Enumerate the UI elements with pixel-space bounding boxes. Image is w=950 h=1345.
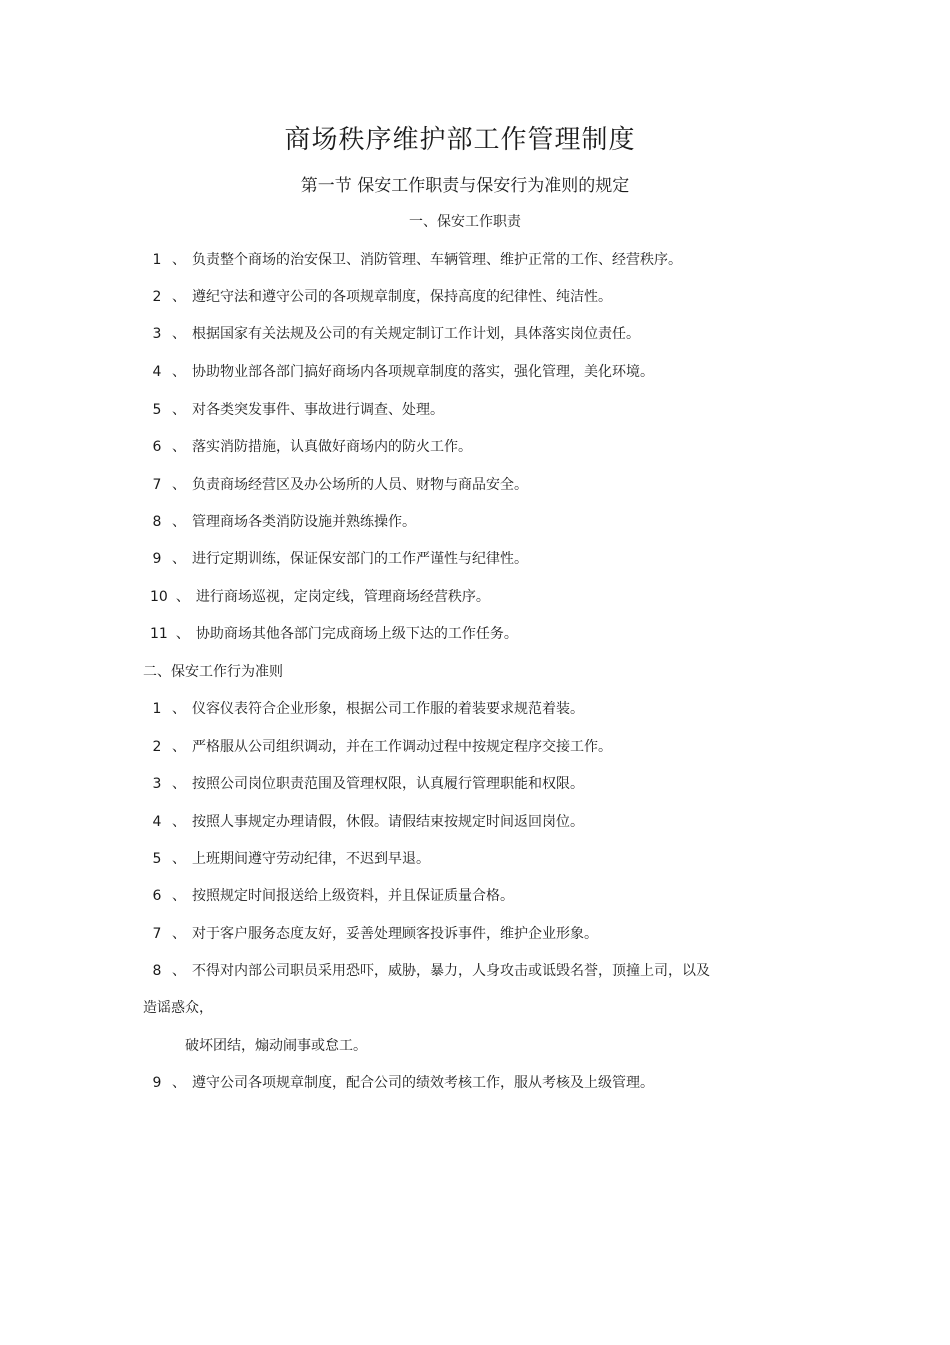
item-number: 1: [152, 252, 162, 268]
item-number: 8: [152, 514, 162, 530]
item-number: 3: [152, 326, 162, 342]
list-item: [150, 323, 640, 345]
list-item: [150, 361, 654, 383]
list-item: [150, 548, 528, 570]
item-number: 6: [152, 439, 162, 455]
item-text: 遵纪守法和遵守公司的各项规章制度，保持高度的纪律性、纯洁性。: [192, 289, 612, 305]
list-item: [150, 474, 528, 496]
item-text: 负责整个商场的治安保卫、消防管理、车辆管理、维护正常的工作、经营秩序。: [192, 252, 682, 268]
item-text: 上班期间遵守劳动纪律，不迟到早退。: [192, 851, 430, 867]
item-separator: 、: [172, 888, 186, 904]
part1-heading: 一、保安工作职责: [409, 214, 521, 230]
part2-heading: 二、保安工作行为准则: [143, 664, 283, 680]
item-number: 11: [150, 626, 168, 642]
item-separator: 、: [172, 739, 186, 755]
item-text: 进行商场巡视，定岗定线，管理商场经营秩序。: [195, 589, 490, 605]
item-separator: 、: [172, 364, 186, 380]
item-number: 2: [152, 289, 162, 305]
item-text: 不得对内部公司职员采用恐吓，威胁，暴力，人身攻击或诋毁名誉，顶撞上司，以及: [192, 963, 710, 979]
item-separator: 、: [172, 252, 186, 268]
item-separator: 、: [172, 1075, 186, 1091]
item-text: 对各类突发事件、事故进行调查、处理。: [192, 402, 444, 418]
item-number: 4: [152, 364, 162, 380]
list-item: [150, 960, 710, 982]
list-item: [150, 399, 444, 421]
item-text: 根据国家有关法规及公司的有关规定制订工作计划，具体落实岗位责任。: [192, 326, 640, 342]
item-separator: 、: [172, 851, 186, 867]
item-number: 10: [150, 589, 168, 605]
item-separator: 、: [172, 289, 186, 305]
item-separator: 、: [172, 477, 186, 493]
list-item: [150, 811, 584, 833]
item-separator: 、: [172, 814, 186, 830]
item-continuation: 造谣惑众，: [143, 1000, 213, 1016]
item-number: 8: [152, 963, 162, 979]
item-text: 按照规定时间报送给上级资料，并且保证质量合格。: [192, 888, 514, 904]
list-item: [150, 286, 612, 308]
item-separator: 、: [172, 402, 186, 418]
item-text: 遵守公司各项规章制度，配合公司的绩效考核工作，服从考核及上级管理。: [192, 1075, 654, 1091]
item-number: 5: [152, 402, 162, 418]
item-number: 7: [152, 477, 162, 493]
item-number: 5: [152, 851, 162, 867]
item-separator: 、: [172, 926, 186, 942]
item-number: 1: [152, 701, 162, 717]
list-item: [150, 923, 598, 945]
item-continuation: 破坏团结，煽动闹事或怠工。: [185, 1038, 367, 1054]
item-text: 严格服从公司组织调动，并在工作调动过程中按规定程序交接工作。: [192, 739, 612, 755]
list-item: [150, 586, 490, 608]
item-separator: 、: [172, 551, 186, 567]
list-item: [150, 623, 518, 645]
item-text: 对于客户服务态度友好，妥善处理顾客投诉事件，维护企业形象。: [192, 926, 598, 942]
list-item: [150, 773, 584, 795]
item-text: 协助商场其他各部门完成商场上级下达的工作任务。: [195, 626, 518, 642]
item-number: 3: [152, 776, 162, 792]
list-item: [150, 736, 612, 758]
item-separator: 、: [172, 963, 186, 979]
item-text: 进行定期训练，保证保安部门的工作严谨性与纪律性。: [192, 551, 528, 567]
list-item: [150, 848, 430, 870]
document-title: 商场秩序维护部工作管理制度: [284, 125, 636, 155]
item-separator: 、: [175, 589, 190, 605]
list-item: [150, 885, 514, 907]
section-title: 第一节 保安工作职责与保安行为准则的规定: [300, 176, 630, 196]
item-text: 协助物业部各部门搞好商场内各项规章制度的落实，强化管理，美化环境。: [192, 364, 654, 380]
item-number: 2: [152, 739, 162, 755]
item-separator: 、: [172, 701, 186, 717]
item-text: 负责商场经营区及办公场所的人员、财物与商品安全。: [192, 477, 528, 493]
item-text: 仪容仪表符合企业形象，根据公司工作服的着装要求规范着装。: [192, 701, 584, 717]
item-separator: 、: [172, 326, 186, 342]
list-item: [150, 1072, 654, 1094]
item-text: 按照人事规定办理请假，休假。请假结束按规定时间返回岗位。: [192, 814, 584, 830]
list-item: [150, 436, 472, 458]
item-separator: 、: [172, 776, 186, 792]
item-text: 管理商场各类消防设施并熟练操作。: [192, 514, 416, 530]
item-number: 6: [152, 888, 162, 904]
list-item: [150, 698, 584, 720]
item-number: 9: [152, 1075, 162, 1091]
item-number: 4: [152, 814, 162, 830]
list-item: [150, 249, 682, 271]
item-separator: 、: [172, 439, 186, 455]
item-number: 7: [152, 926, 162, 942]
list-item: [150, 511, 416, 533]
item-separator: 、: [175, 626, 190, 642]
item-text: 落实消防措施，认真做好商场内的防火工作。: [192, 439, 472, 455]
item-separator: 、: [172, 514, 186, 530]
item-number: 9: [152, 551, 162, 567]
item-text: 按照公司岗位职责范围及管理权限，认真履行管理职能和权限。: [192, 776, 584, 792]
